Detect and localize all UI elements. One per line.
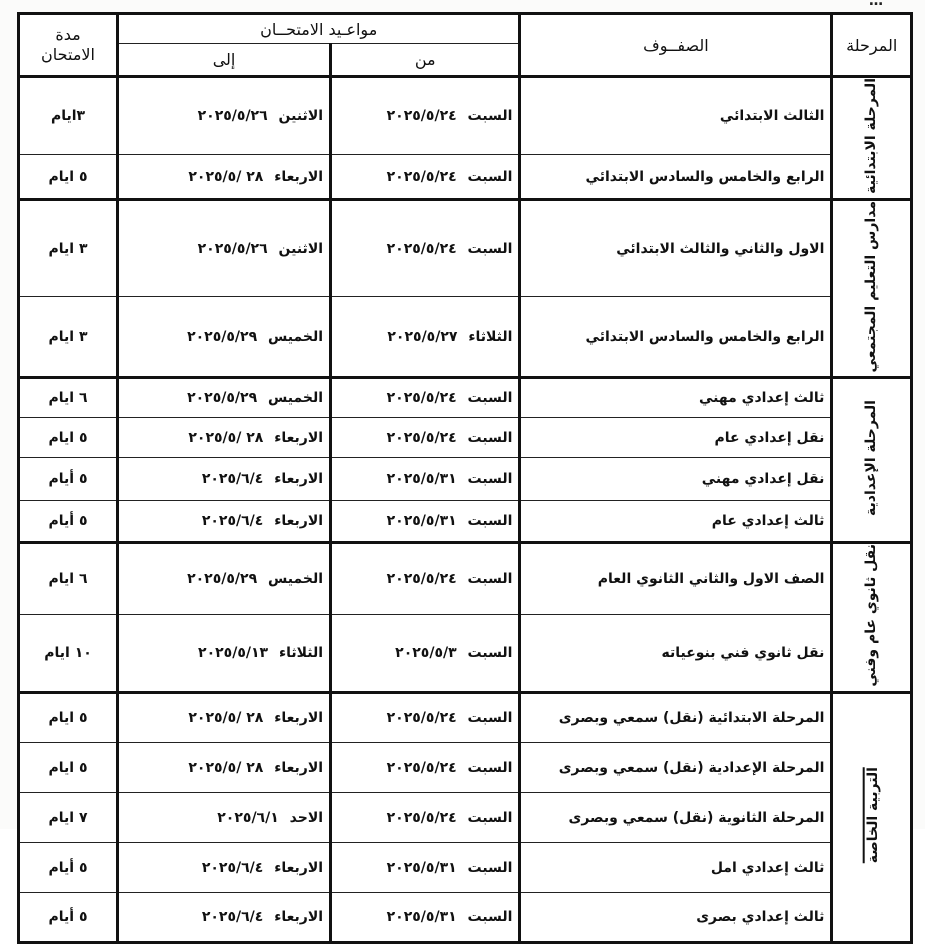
stage-label: المرحلة الابتدائية [863,78,880,194]
to-date: ٢٠٢٥/٦/٤ [201,471,264,488]
grade-cell: نقل ثانوي فني بنوعياته [520,614,832,692]
from-date: ٢٠٢٥/٥/٢٧ [387,328,458,345]
to-date-cell [118,297,331,378]
from-day: السبت [467,570,513,587]
from-date-cell [331,843,520,893]
cropped-title-strip [0,0,925,10]
stage-cell-community-schools [832,199,912,377]
to-date: ٢٨ /٢٠٢٥/٥ [188,710,264,727]
to-date-cell [118,458,331,501]
to-day: الاثنين [278,108,324,125]
from-date: ٢٠٢٥/٥/٢٤ [386,108,457,125]
grade-cell: الصف الاول والثاني الثانوي العام [520,543,832,614]
to-day: الخميس [268,328,324,345]
from-date-cell [331,693,520,743]
duration-cell: ١٠ ايام [19,614,118,692]
duration-cell: ٣ايام [19,77,118,155]
to-date-cell [118,199,331,296]
to-day: الاربعاء [274,429,324,446]
table-row [19,893,912,943]
table-row [19,743,912,793]
duration-cell: ٥ ايام [19,155,118,199]
to-day: الخميس [268,390,324,407]
to-day: الاربعاء [274,168,324,185]
grade-cell: نقل إعدادي مهني [520,458,832,501]
to-date: ٢٨ /٢٠٢٥/٥ [188,759,264,776]
grade-cell: الاول والثاني والثالث الابتدائي [520,199,832,296]
to-date-cell [118,793,331,843]
to-date-cell [118,693,331,743]
from-date-cell [331,501,520,543]
to-day: الخميس [268,570,324,587]
to-date-cell [118,378,331,418]
from-date-cell [331,77,520,155]
header-duration-line1: مدة [55,25,81,44]
table-row [19,793,912,843]
duration-cell: ٦ ايام [19,378,118,418]
header-grades: الصفــوف [520,14,832,77]
table-row [19,418,912,458]
to-date: ٢٨ /٢٠٢٥/٥ [188,429,264,446]
from-date-cell [331,543,520,614]
to-day: الاحد [289,809,324,826]
duration-cell: ٣ ايام [19,297,118,378]
from-date-cell [331,297,520,378]
header-exam-dates: مواعـيد الامتحــان [118,14,520,44]
from-date-cell [331,199,520,296]
from-date-cell [331,614,520,692]
grade-cell: الرابع والخامس والسادس الابتدائي [520,297,832,378]
to-date: ٢٠٢٥/٦/٤ [201,513,264,530]
to-day: الاربعاء [274,909,324,926]
from-date: ٢٠٢٥/٥/٣١ [386,471,457,488]
from-date: ٢٠٢٥/٥/٢٤ [386,240,457,257]
to-date-cell [118,843,331,893]
to-date-cell [118,614,331,692]
duration-cell: ٧ ايام [19,793,118,843]
from-day: السبت [467,471,513,488]
duration-cell: ٥ ايام [19,743,118,793]
to-day: الاربعاء [274,859,324,876]
stage-cell-special-education [832,693,912,943]
exam-schedule-table [17,12,913,944]
from-date: ٢٠٢٥/٥/٣١ [386,909,457,926]
table-row [19,155,912,199]
to-date-cell [118,418,331,458]
grade-cell: المرحلة الإعدادية (نقل) سمعي وبصرى [520,743,832,793]
table-row [19,843,912,893]
from-date-cell [331,418,520,458]
duration-cell: ٥ أيام [19,458,118,501]
to-day: الاربعاء [274,710,324,727]
from-day: السبت [467,240,513,257]
from-date: ٢٠٢٥/٥/٢٤ [386,570,457,587]
table-row [19,458,912,501]
grade-cell: المرحلة الابتدائية (نقل) سمعي وبصرى [520,693,832,743]
to-date-cell [118,893,331,943]
stage-label: مدارس التعليم المجتمعي [863,200,880,373]
grade-cell: ثالث إعدادي امل [520,843,832,893]
to-date-cell [118,155,331,199]
stage-cell-preparatory [832,378,912,543]
from-date-cell [331,458,520,501]
from-day: السبت [467,168,513,185]
grade-cell: الثالث الابتدائي [520,77,832,155]
from-date-cell [331,155,520,199]
to-day: الاربعاء [274,471,324,488]
table-row [19,378,912,418]
from-day: السبت [467,759,513,776]
grade-cell: ثالث إعدادي مهني [520,378,832,418]
grade-cell: المرحلة الثانوية (نقل) سمعي وبصرى [520,793,832,843]
from-day: السبت [467,513,513,530]
grade-cell: ثالث إعدادي عام [520,501,832,543]
stage-label: المرحلة الإعدادية [863,400,880,517]
to-date: ٢٠٢٥/٥/٢٦ [197,240,268,257]
from-day: الثلاثاء [468,328,513,345]
from-date: ٢٠٢٥/٥/٢٤ [386,168,457,185]
header-duration-line2: الامتحان [41,45,95,64]
duration-cell: ٦ ايام [19,543,118,614]
stage-cell-secondary [832,543,912,693]
from-day: السبت [467,108,513,125]
to-date: ٢٠٢٥/٦/٤ [201,859,264,876]
from-date: ٢٠٢٥/٥/٢٤ [386,759,457,776]
from-date: ٢٠٢٥/٥/٣١ [386,859,457,876]
table-row [19,77,912,155]
from-date: ٢٠٢٥/٥/٢٤ [386,390,457,407]
table-row [19,693,912,743]
to-date: ٢٠٢٥/٥/٢٩ [187,570,258,587]
table-row [19,199,912,296]
to-date: ٢٠٢٥/٥/٢٦ [197,108,268,125]
to-day: الثلاثاء [278,644,324,661]
to-date: ٢٠٢٥/٦/٤ [201,909,264,926]
to-date: ٢٠٢٥/٥/١٣ [198,644,269,661]
to-date-cell [118,743,331,793]
from-day: السبت [467,859,513,876]
from-date-cell [331,378,520,418]
from-day: السبت [467,429,513,446]
to-day: الاثنين [278,240,324,257]
duration-cell: ٥ ايام [19,418,118,458]
from-date-cell [331,893,520,943]
table-row [19,501,912,543]
to-day: الاربعاء [274,513,324,530]
grade-cell: الرابع والخامس والسادس الابتدائي [520,155,832,199]
header-stage: المرحلة [832,14,912,77]
to-date-cell [118,501,331,543]
grade-cell: ثالث إعدادي بصرى [520,893,832,943]
to-date: ٢٠٢٥/٥/٢٩ [187,390,258,407]
duration-cell: ٥ ايام [19,693,118,743]
duration-cell: ٣ ايام [19,199,118,296]
to-date: ٢٠٢٥/٥/٢٩ [187,328,258,345]
stage-cell-primary [832,77,912,200]
header-from: من [331,44,520,77]
cropped-title-text: … [869,0,885,9]
to-date-cell [118,77,331,155]
from-date: ٢٠٢٥/٥/٢٤ [386,710,457,727]
to-day: الاربعاء [274,759,324,776]
from-day: السبت [467,809,513,826]
grade-cell: نقل إعدادي عام [520,418,832,458]
duration-cell: ٥ أيام [19,893,118,943]
duration-cell: ٥ أيام [19,501,118,543]
from-date: ٢٠٢٥/٥/٢٤ [386,429,457,446]
from-day: السبت [467,644,513,661]
to-date: ٢٠٢٥/٦/١ [217,809,279,826]
stage-label: التربية الخاصة [864,767,881,864]
header-to: إلى [118,44,331,77]
table-row [19,614,912,692]
header-duration [19,14,118,77]
to-date-cell [118,543,331,614]
from-date-cell [331,793,520,843]
from-date: ٢٠٢٥/٥/٣١ [386,513,457,530]
stage-label: نقل ثانوي عام وفني [863,544,880,688]
from-date-cell [331,743,520,793]
from-date: ٢٠٢٥/٥/٣ [395,644,457,661]
from-day: السبت [467,909,513,926]
from-date: ٢٠٢٥/٥/٢٤ [386,809,457,826]
duration-cell: ٥ أيام [19,843,118,893]
to-date: ٢٨ /٢٠٢٥/٥ [188,168,264,185]
table-row [19,297,912,378]
table-row [19,543,912,614]
from-day: السبت [467,390,513,407]
from-day: السبت [467,710,513,727]
